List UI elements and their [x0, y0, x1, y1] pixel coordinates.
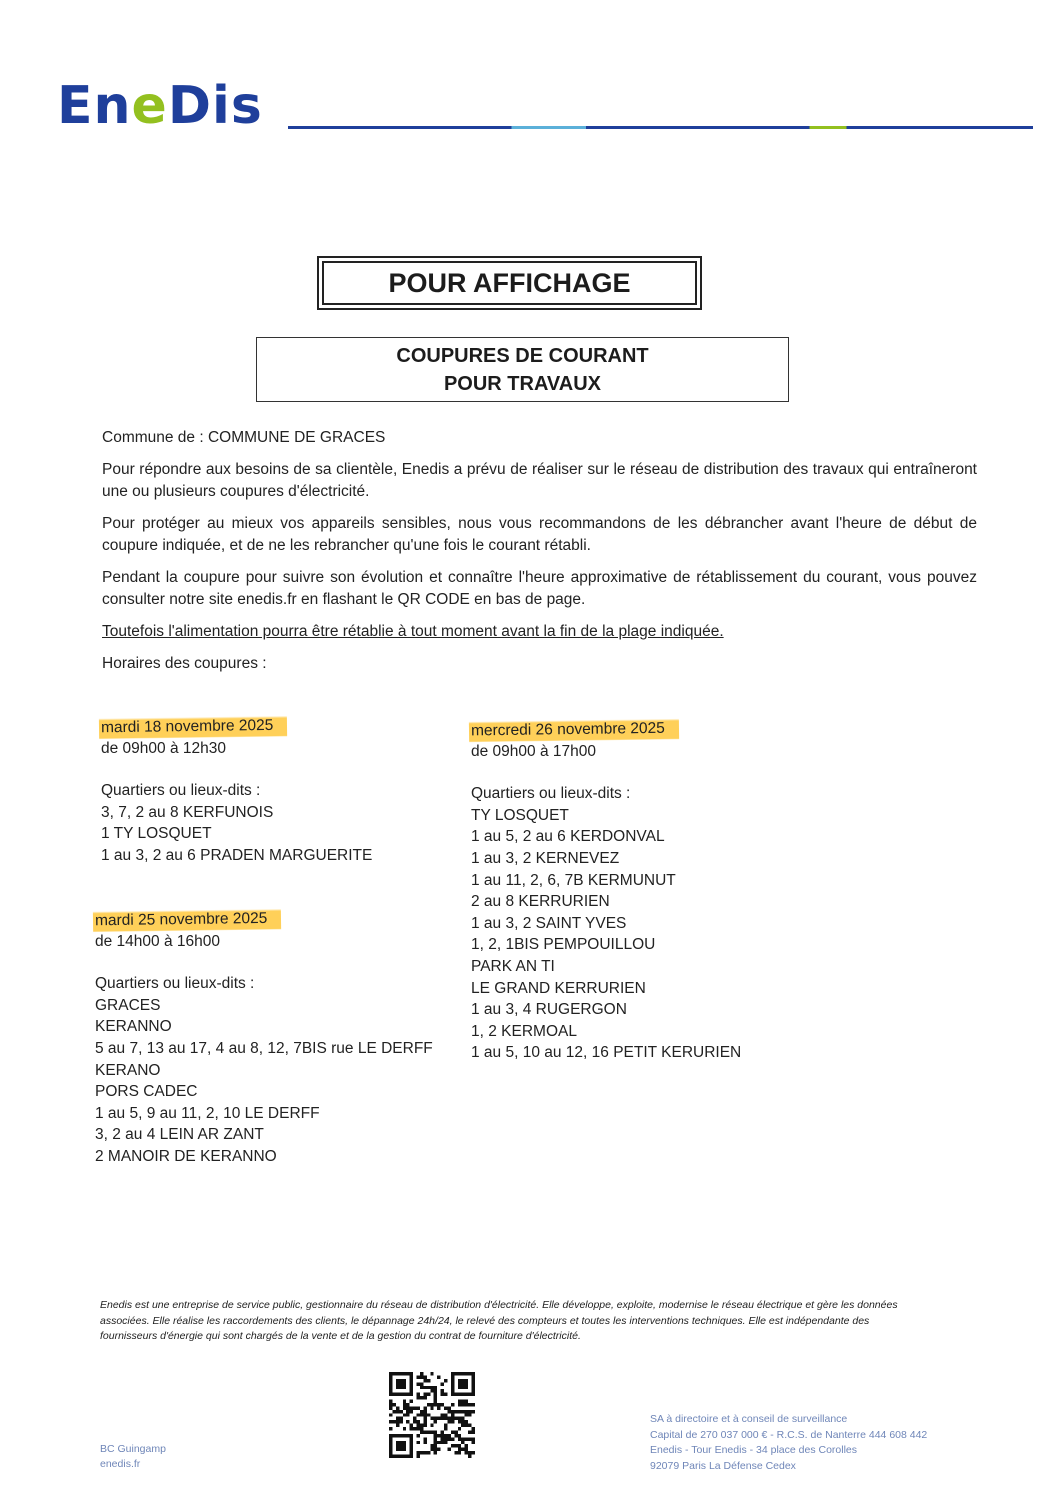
places-list: [471, 805, 811, 1064]
footer-note: Enedis est une entreprise de service public, gestionnaire du réseau de distribution d'électricité. Elle développe, exploite, modernise le réseau électrique et gère les données associées. Elle réalise les raccordements des clients, le dépannage 24h/24, le relevé des compteurs et toutes les interventions techniques. Elle est indépendante des fournisseurs d'énergie qui sont chargés de la vente et de la gestion du contrat de fourniture d'électricité.: [100, 1299, 898, 1342]
schedule-2: [95, 909, 455, 1168]
place-item: TY LOSQUET: [471, 806, 569, 824]
title-coupures-line1: COUPURES DE COURANT: [396, 344, 649, 367]
place-item: 5 au 7, 13 au 17, 4 au 8, 12, 7BIS rue LE DERFF: [95, 1039, 433, 1057]
schedule-3: [471, 719, 811, 1064]
place-item: KERANNO: [95, 1018, 172, 1036]
place-item: LE GRAND KERRURIEN: [471, 979, 646, 997]
schedule-places-label: Quartiers ou lieux-dits :: [471, 785, 631, 803]
paragraph-appareils: Pour protéger au mieux vos appareils sensibles, nous vous recommandons de les débrancher avant l'heure de début de coupure indiquée, et de ne les rebrancher qu'une fois le courant rétabli.: [102, 515, 977, 554]
place-item: 2 au 8 KERRURIEN: [471, 893, 610, 911]
place-item: 1 au 3, 2 SAINT YVES: [471, 914, 627, 932]
place-item: 2 MANOIR DE KERANNO: [95, 1147, 277, 1165]
schedule-time: de 09h00 à 17h00: [471, 742, 596, 760]
place-item: 1 au 3, 4 RUGERGON: [471, 1001, 627, 1019]
schedule-time: de 09h00 à 12h30: [101, 739, 226, 757]
paragraph-besoins: Pour répondre aux besoins de sa clientèle, Enedis a prévu de réaliser sur le réseau de distribution des travaux qui entraîneront une ou plusieurs coupures d'électricité.: [102, 461, 977, 500]
enedis-logo: EneDis: [57, 76, 263, 136]
place-item: 1 au 11, 2, 6, 7B KERMUNUT: [471, 871, 676, 889]
place-item: 1 au 5, 10 au 12, 16 PETIT KERURIEN: [471, 1044, 742, 1062]
place-item: 1 au 3, 2 KERNEVEZ: [471, 849, 620, 867]
title-affichage-box: [317, 256, 702, 310]
schedule-1: [101, 716, 441, 867]
schedule-date: mardi 18 novembre 2025: [99, 715, 288, 739]
title-affichage: POUR AFFICHAGE: [322, 261, 697, 305]
title-coupures-line2: POUR TRAVAUX: [443, 372, 602, 395]
schedule-date: mardi 25 novembre 2025: [93, 908, 282, 932]
paragraph-retablissement: [102, 621, 977, 643]
place-item: PORS CADEC: [95, 1083, 198, 1101]
horaires-heading: Horaires des coupures :: [102, 655, 267, 672]
place-item: 1 au 5, 9 au 11, 2, 10 LE DERFF: [95, 1104, 320, 1122]
footer-website-link[interactable]: enedis.fr: [100, 1458, 141, 1470]
place-item: 3, 2 au 4 LEIN AR ZANT: [95, 1126, 264, 1144]
place-item: PARK AN TI: [471, 957, 555, 975]
places-list: [95, 995, 455, 1168]
title-coupures-box: [256, 337, 789, 402]
place-item: 1 au 3, 2 au 6 PRADEN MARGUERITE: [101, 846, 373, 864]
place-item: 1, 2 KERMOAL: [471, 1022, 577, 1040]
place-item: 3, 7, 2 au 8 KERFUNOIS: [101, 803, 274, 821]
places-list: [101, 802, 441, 867]
schedule-places-label: Quartiers ou lieux-dits :: [95, 975, 255, 993]
schedule-time: de 14h00 à 16h00: [95, 932, 220, 950]
header-divider: [288, 126, 1033, 129]
retablissement-text: Toutefois l'alimentation pourra être rétablie à tout moment avant la fin de la plage indiquée.: [102, 623, 724, 640]
footer-legal: SA à directoire et à conseil de surveillance Capital de 270 037 000 € - R.C.S. de Nanterre 444 608 442 Enedis - Tour Enedis - 34 place des Corolles 92079 Paris La Défense Cedex: [650, 1413, 928, 1472]
qr-code-icon[interactable]: [389, 1372, 475, 1458]
footer-site-name: BC Guingamp: [100, 1443, 166, 1455]
place-item: 1 TY LOSQUET: [101, 825, 212, 843]
paragraph-suivi: Pendant la coupure pour suivre son évolution et connaître l'heure approximative de rétablissement du courant, vous pouvez consulter notre site enedis.fr en flashant le QR CODE en bas de page.: [102, 569, 977, 608]
schedule-date: mercredi 26 novembre 2025: [469, 718, 679, 743]
place-item: 1, 2, 1BIS PEMPOUILLOU: [471, 936, 656, 954]
place-item: KERANO: [95, 1061, 161, 1079]
place-item: 1 au 5, 2 au 6 KERDONVAL: [471, 828, 665, 846]
footer-left: [100, 1442, 166, 1472]
place-item: GRACES: [95, 996, 161, 1014]
commune-line: Commune de : COMMUNE DE GRACES: [102, 429, 386, 446]
schedule-places-label: Quartiers ou lieux-dits :: [101, 782, 261, 800]
